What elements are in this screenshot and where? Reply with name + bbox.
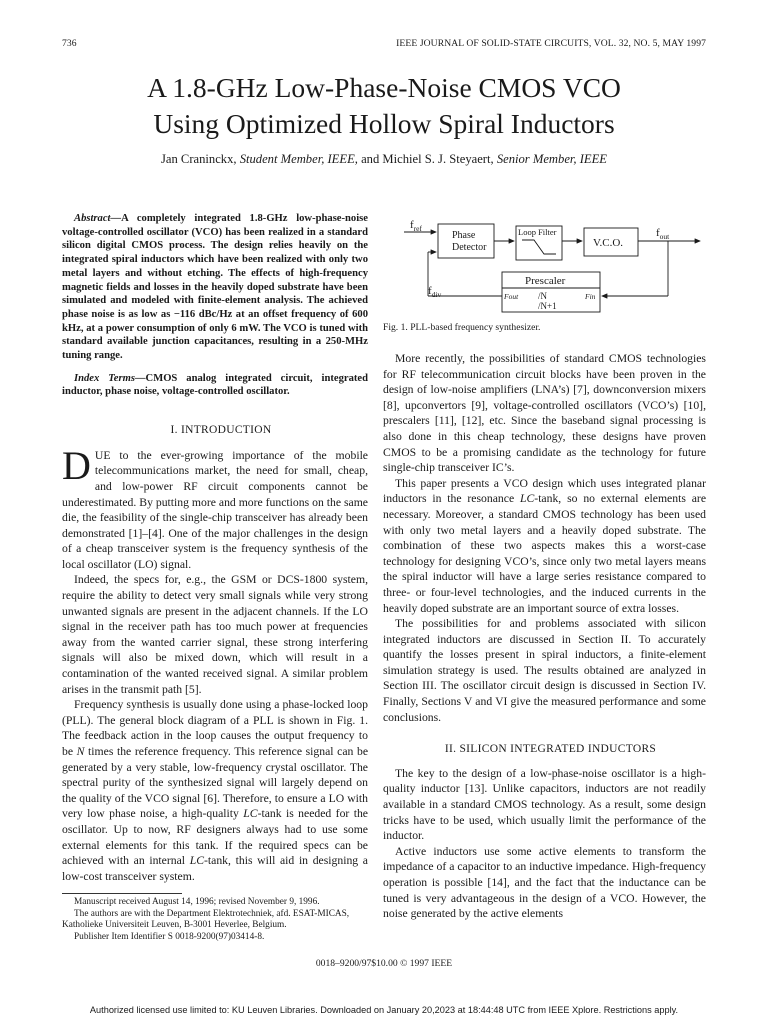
body-paragraph: Active inductors use some active elements to transform the impedance of a capacitor to an inductive impedance. High-frequency operation is possible [14], and the fact that the inductance can be tuned is very advantageous in the design of a VCO. However, the noise generated by the active elements xyxy=(383,844,706,921)
abstract xyxy=(62,212,368,363)
math-symbol: LC xyxy=(189,854,204,868)
prescaler-label: Prescaler xyxy=(525,275,566,287)
abstract-text: A completely integrated 1.8-GHz low-phase-noise voltage-controlled oscillator (VCO) has been realized in a standard silicon digital CMOS process. The design relies heavily on the integrated spiral inductors which have been realized with only two metal layers and without etching. The effects of high-frequency magnetic fields and losses in the heavily doped substrate have been simulated and modeled with finite-element analysis. The achieved phase noise is as low as −116 dBc/Hz at an offset frequency of 600 kHz, at a power consumption of only 6 mW. The VCO is tuned with standard available junction capacitances, resulting in a 250-MHz tuning range. xyxy=(62,213,368,362)
footnote-line: The authors are with the Department Elektrotechniek, afd. ESAT-MICAS, Katholieke Universiteit Leuven, B-3001 Heverlee, Belgium. xyxy=(62,908,350,931)
paper-title xyxy=(0,70,768,142)
body-paragraph: The possibilities for and problems associated with silicon integrated inductors are discussed in Section II. To accurately quantify the losses present in spiral inductors, a finite-element simulation strategy is used. The results obtained are analyzed in Section III. The oscillator circuit design is discussed in Section IV. Finally, Sections V and VI give the measured performance and some conclusions. xyxy=(383,617,706,724)
fdiv-label: $f_{div}$ xyxy=(428,285,442,299)
right-column xyxy=(383,351,706,922)
author-conjunction: and xyxy=(361,152,380,166)
journal-header: IEEE JOURNAL OF SOLID-STATE CIRCUITS, VOL. 32, NO. 5, MAY 1997 xyxy=(396,38,706,49)
author-role: Senior Member, IEEE xyxy=(496,152,607,166)
phase-detector-label: Phase xyxy=(452,230,476,241)
prescaler-fin-label: Fin xyxy=(585,292,596,301)
math-symbol: LC xyxy=(243,807,258,821)
body-paragraph xyxy=(383,476,706,616)
drop-cap: D xyxy=(62,442,91,488)
prescaler-divide-n: /N xyxy=(538,291,547,301)
vco-label: V.C.O. xyxy=(593,237,624,249)
math-symbol: N xyxy=(76,745,85,759)
fout-label: $f_{out}$ xyxy=(656,227,670,241)
title-line-2: Using Optimized Hollow Spiral Inductors xyxy=(153,108,615,139)
index-terms-text: CMOS analog integrated circuit, integrated inductor, phase noise, voltage-controlled oscillator. xyxy=(62,372,368,398)
copyright-line: 0018–9200/97$10.00 © 1997 IEEE xyxy=(315,958,453,969)
author-list xyxy=(0,152,768,167)
loop-filter-label: Loop Filter xyxy=(518,227,557,237)
figure-1-pll-diagram xyxy=(398,214,708,324)
footnote xyxy=(62,897,368,944)
prescaler-fout-label: Fout xyxy=(504,292,519,301)
intro-paragraph-1 xyxy=(62,442,368,573)
author-role: Student Member, IEEE, xyxy=(239,152,358,166)
intro-paragraph-3 xyxy=(62,697,368,884)
intro-paragraph-2: Indeed, the specs for, e.g., the GSM or DCS-1800 system, require the ability to detect very small signals while very strong unwanted signals are present in the adjacent channels. If the LO signal in the receiver path has too much power at frequencies away from the wanted carrier signal, these strong interfering signals will also be mixed down, which will result in a contamination of the wanted received signal. A similar problem arises in the transmit path [5]. xyxy=(62,573,368,696)
section-heading-introduction: I. INTRODUCTION xyxy=(170,424,272,437)
text-run: -tank, so no external elements are necessary. Moreover, a standard CMOS technology has been used with only two metal layers and a heavily doped substrate. The combination of these two aspects makes this a worst-case technology for designing VCO’s, since only two metal layers means the spiral inductor will have a large series resistance compared to three- or four-level technologies, and the induced currents in the heavily doped substrate are an important source of extra losses. xyxy=(383,492,707,615)
section-heading-silicon-inductors: II. SILICON INTEGRATED INDUCTORS xyxy=(444,743,657,756)
page-number: 736 xyxy=(62,38,77,49)
body-paragraph: More recently, the possibilities of standard CMOS technologies for RF telecommunication circuit blocks have been proven in the design of low-noise amplifiers (LNA’s) [7], downconversion mixers [8], upconvertors [9], voltage-controlled oscillators (VCO’s) [10], prescalers [11], [12], etc. Since the baseband signal processing is also done in this cheap technology, these designs have proven CMOS to be a promising candidate as the technology for future single-chip transceiver IC’s. xyxy=(383,352,706,475)
footnote-rule xyxy=(62,893,182,894)
prescaler-divide-n1: /N+1 xyxy=(538,301,557,311)
abstract-label: Abstract— xyxy=(74,213,122,224)
text-run: -tank is needed for the oscillator. Up to now, RF designers always had to use some external elements for this tank. If the required specs can be achieved with an internal xyxy=(62,807,368,868)
text-run: This paper presents a VCO design which uses integrated planar inductors in the resonance xyxy=(383,476,706,506)
intro-paragraph-1-text: UE to the ever-growing importance of the mobile telecommunications market, the need for small, cheap, and low-power RF circuit components cannot be underestimated. By putting more and more functions on the same die, the feasibility of the single-chip transceiver has already been demonstrated [1]–[4]. One of the major challenges in the design of a cheap transceiver system is the frequency synthesis of the local oscillator (LO) signal. xyxy=(62,448,368,571)
footnote-line: Manuscript received August 14, 1996; revised November 9, 1996. xyxy=(74,897,320,907)
author-name: Michiel S. J. Steyaert, xyxy=(382,152,494,166)
index-terms-label: Index Terms— xyxy=(74,372,146,384)
body-paragraph: The key to the design of a low-phase-noise oscillator is a high-quality inductor [13]. Unlike capacitors, inductors are not readily available in a standard CMOS technology. As a result, some design tricks have to be used, which usually limit the performance of the inductor. xyxy=(383,766,706,843)
left-column xyxy=(62,212,368,884)
licence-notice: Authorized licensed use limited to: KU Leuven Libraries. Downloaded on January 20,2023 at 18:44:48 UTC from IEEE Xplore. Restrictions apply. xyxy=(89,1005,679,1015)
text-run: Frequency synthesis is usually done using a phase-locked loop (PLL). The general block diagram of a PLL is shown in Fig. 1. The feedback action in the loop causes the output frequency to be xyxy=(62,698,368,759)
title-line-1: A 1.8-GHz Low-Phase-Noise CMOS VCO xyxy=(147,72,621,103)
figure-1-caption: Fig. 1. PLL-based frequency synthesizer. xyxy=(383,322,541,333)
author-name: Jan Craninckx, xyxy=(161,152,237,166)
phase-detector-label-2: Detector xyxy=(452,242,487,253)
text-run: times the reference frequency. This reference signal can be generated by a very stable, low-frequency crystal oscillator. The spectral purity of the synthesized signal will largely depend on the quality of the VCO signal [6]. Therefore, to ensure a LO with very low phase noise, a high-quality xyxy=(62,745,369,821)
text-run: -tank, this will aid in designing a low-cost transceiver system. xyxy=(62,854,368,883)
math-symbol: LC xyxy=(520,492,535,506)
fref-label: $f_{ref}$ xyxy=(410,219,422,233)
footnote-line: Publisher Item Identifier S 0018-9200(97)03414-8. xyxy=(74,932,265,943)
index-terms xyxy=(62,372,368,399)
